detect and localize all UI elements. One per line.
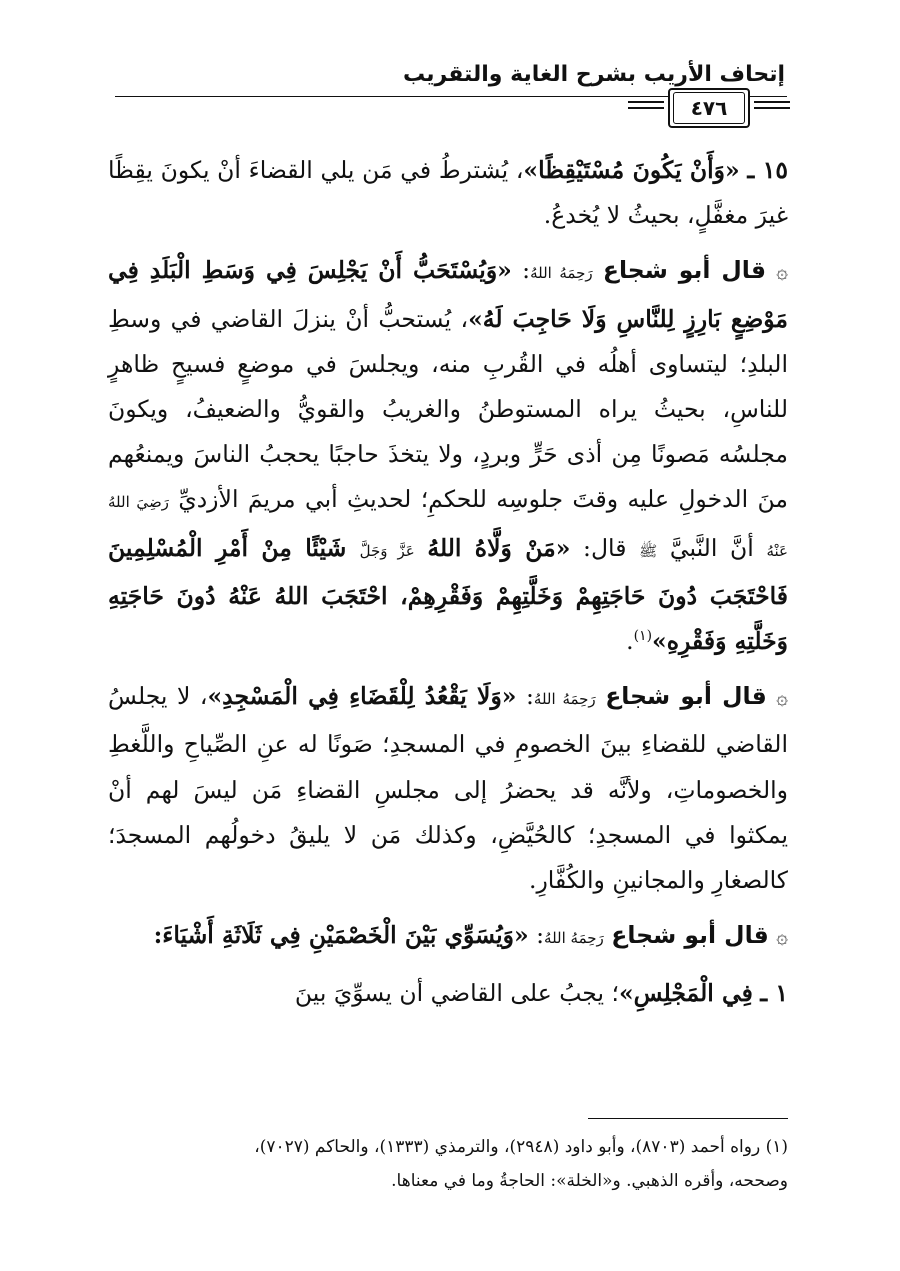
paragraph-equality-item-1 xyxy=(108,971,788,1016)
running-header-title: إتحاف الأريب بشرح الغاية والتقريب xyxy=(402,62,785,87)
item-number: ١٥ ـ xyxy=(747,156,788,184)
ornament-icon: ۞ xyxy=(776,685,788,710)
paragraph-mosque xyxy=(108,674,788,903)
matn-quote: فِي الْمَجْلِسِ» xyxy=(618,979,753,1008)
hadith-quote: شَيْئًا مِنْ أَمْرِ الْمُسْلِمِينَ فَاحْتَجَبَ دُونَ حَاجَتِهِمْ وَخَلَّتِهِمْ وَفَقْرِهِمْ، احْتَجَبَ اللهُ عَنْهُ دُونَ حَاجَتِهِ وَخَلَّتِهِ وَفَقْرِهِ» xyxy=(108,533,788,656)
page-number: ٤٧٦ xyxy=(673,92,745,124)
commentary-text: ، لا يجلسُ القاضي للقضاءِ بينَ الخصومِ في المسجدِ؛ صَونًا له عنِ الصِّياحِ واللَّغطِ والخصوماتِ، ولأنَّه قد يحضرُ إلى مجلسِ القضاءِ مَن ليسَ لهم أنْ يمكثوا في المسجدِ؛ كالحُيَّضِ، وكذلك مَن لا يليقُ دخولُهم المسجدَ؛ كالصغارِ والمجانينِ والكُفَّارِ. xyxy=(108,682,788,895)
colon: : xyxy=(511,256,531,285)
paragraph-equality xyxy=(108,913,788,961)
matn-quote: «وَأَنْ يَكُونَ مُسْتَيْقِظًا» xyxy=(523,156,740,184)
honorific: رَحِمَهُ اللهُ xyxy=(544,929,604,948)
page-number-ornament-right xyxy=(754,101,790,103)
colon: : xyxy=(516,682,534,711)
ornament-icon: ۞ xyxy=(776,259,788,284)
page-number-ornament-right-2 xyxy=(754,107,790,109)
footnote-line: (١) رواه أحمد (٨٧٠٣)، وأبو داود (٢٩٤٨)، والترمذي (١٣٣٣)، والحاكم (٧٠٢٧)، xyxy=(254,1137,788,1157)
commentary-text: ؛ يجبُ على القاضي أن يسوِّيَ بينَ xyxy=(294,979,619,1008)
footnotes xyxy=(108,1130,788,1198)
ornament-icon: ۞ xyxy=(776,924,788,949)
matn-quote: «وَلَا يَقْعُدُ لِلْقَضَاءِ فِي الْمَسْجِدِ» xyxy=(207,682,517,711)
commentary-text: ، يُستحبُّ أنْ ينزلَ القاضي في وسطِ البلدِ؛ ليتساوى أهلُه في القُربِ منه، ويجلسَ في موضعٍ فسيحٍ ظاهرٍ للناسِ، بحيثُ يراه المستوطنُ والغريبُ والقويُّ والضعيفُ، ويكونَ مجلسُه مَصونًا مِن أذى حَرٍّ وبردٍ، ولا يتخذَ حاجبًا يحجبُ الناسَ ويمنعُهم منَ الدخولِ عليه وقتَ جلوسِه للحكمِ؛ لحديثِ أبي مريمَ الأزديِّ xyxy=(108,304,788,514)
honorific-sahabi: رَضِيَ اللهُ عَنْهُ xyxy=(108,493,788,560)
footnote-rule xyxy=(588,1118,788,1119)
matn-quote: «وَيُسْتَحَبُّ أَنْ يَجْلِسَ فِي وَسَطِ الْبَلَدِ فِي مَوْضِعٍ بَارِزٍ لِلنَّاسِ وَلَا حَاجِبَ لَهُ» xyxy=(108,256,789,333)
colon: : xyxy=(528,921,545,950)
page-number-ornament-left xyxy=(628,101,664,103)
footnote-line: وصححه، وأقره الذهبي. و«الخلة»: الحاجةُ وما في معناها. xyxy=(391,1171,788,1191)
author-lead: قال أبو شجاع xyxy=(611,921,769,950)
commentary-text: ، يُشترطُ في مَن يلي القضاءَ أنْ يكونَ يقِظًا غيرَ مغفَّلٍ، بحيثُ لا يُخدعُ. xyxy=(108,156,788,230)
honorific-allah: عَزَّ وَجَلَّ xyxy=(359,541,415,560)
paragraph-seat-location xyxy=(108,248,788,664)
item-number: ١ ـ xyxy=(760,979,788,1008)
paragraph-condition-15 xyxy=(108,148,788,238)
commentary-text: قال: xyxy=(570,533,640,562)
footnote-ref[interactable]: (١) xyxy=(633,628,653,645)
honorific-nabi: ﷺ xyxy=(639,541,658,560)
honorific: رَحِمَهُ اللهُ xyxy=(530,264,593,283)
hadith-quote: «مَنْ وَلَّاهُ اللهُ xyxy=(427,533,571,562)
honorific: رَحِمَهُ اللهُ xyxy=(533,690,596,709)
page-number-box xyxy=(668,88,750,128)
matn-quote: «وَيُسَوِّي بَيْنَ الْخَصْمَيْنِ فِي ثَلَاثَةِ أَشْيَاءَ: xyxy=(153,921,529,950)
commentary-text: أنَّ النَّبيَّ xyxy=(669,533,767,562)
sentence-end: . xyxy=(626,627,634,656)
main-text xyxy=(108,148,788,1027)
author-lead: قال أبو شجاع xyxy=(605,682,767,711)
page-number-ornament-left-2 xyxy=(628,107,664,109)
author-lead: قال أبو شجاع xyxy=(602,256,766,285)
